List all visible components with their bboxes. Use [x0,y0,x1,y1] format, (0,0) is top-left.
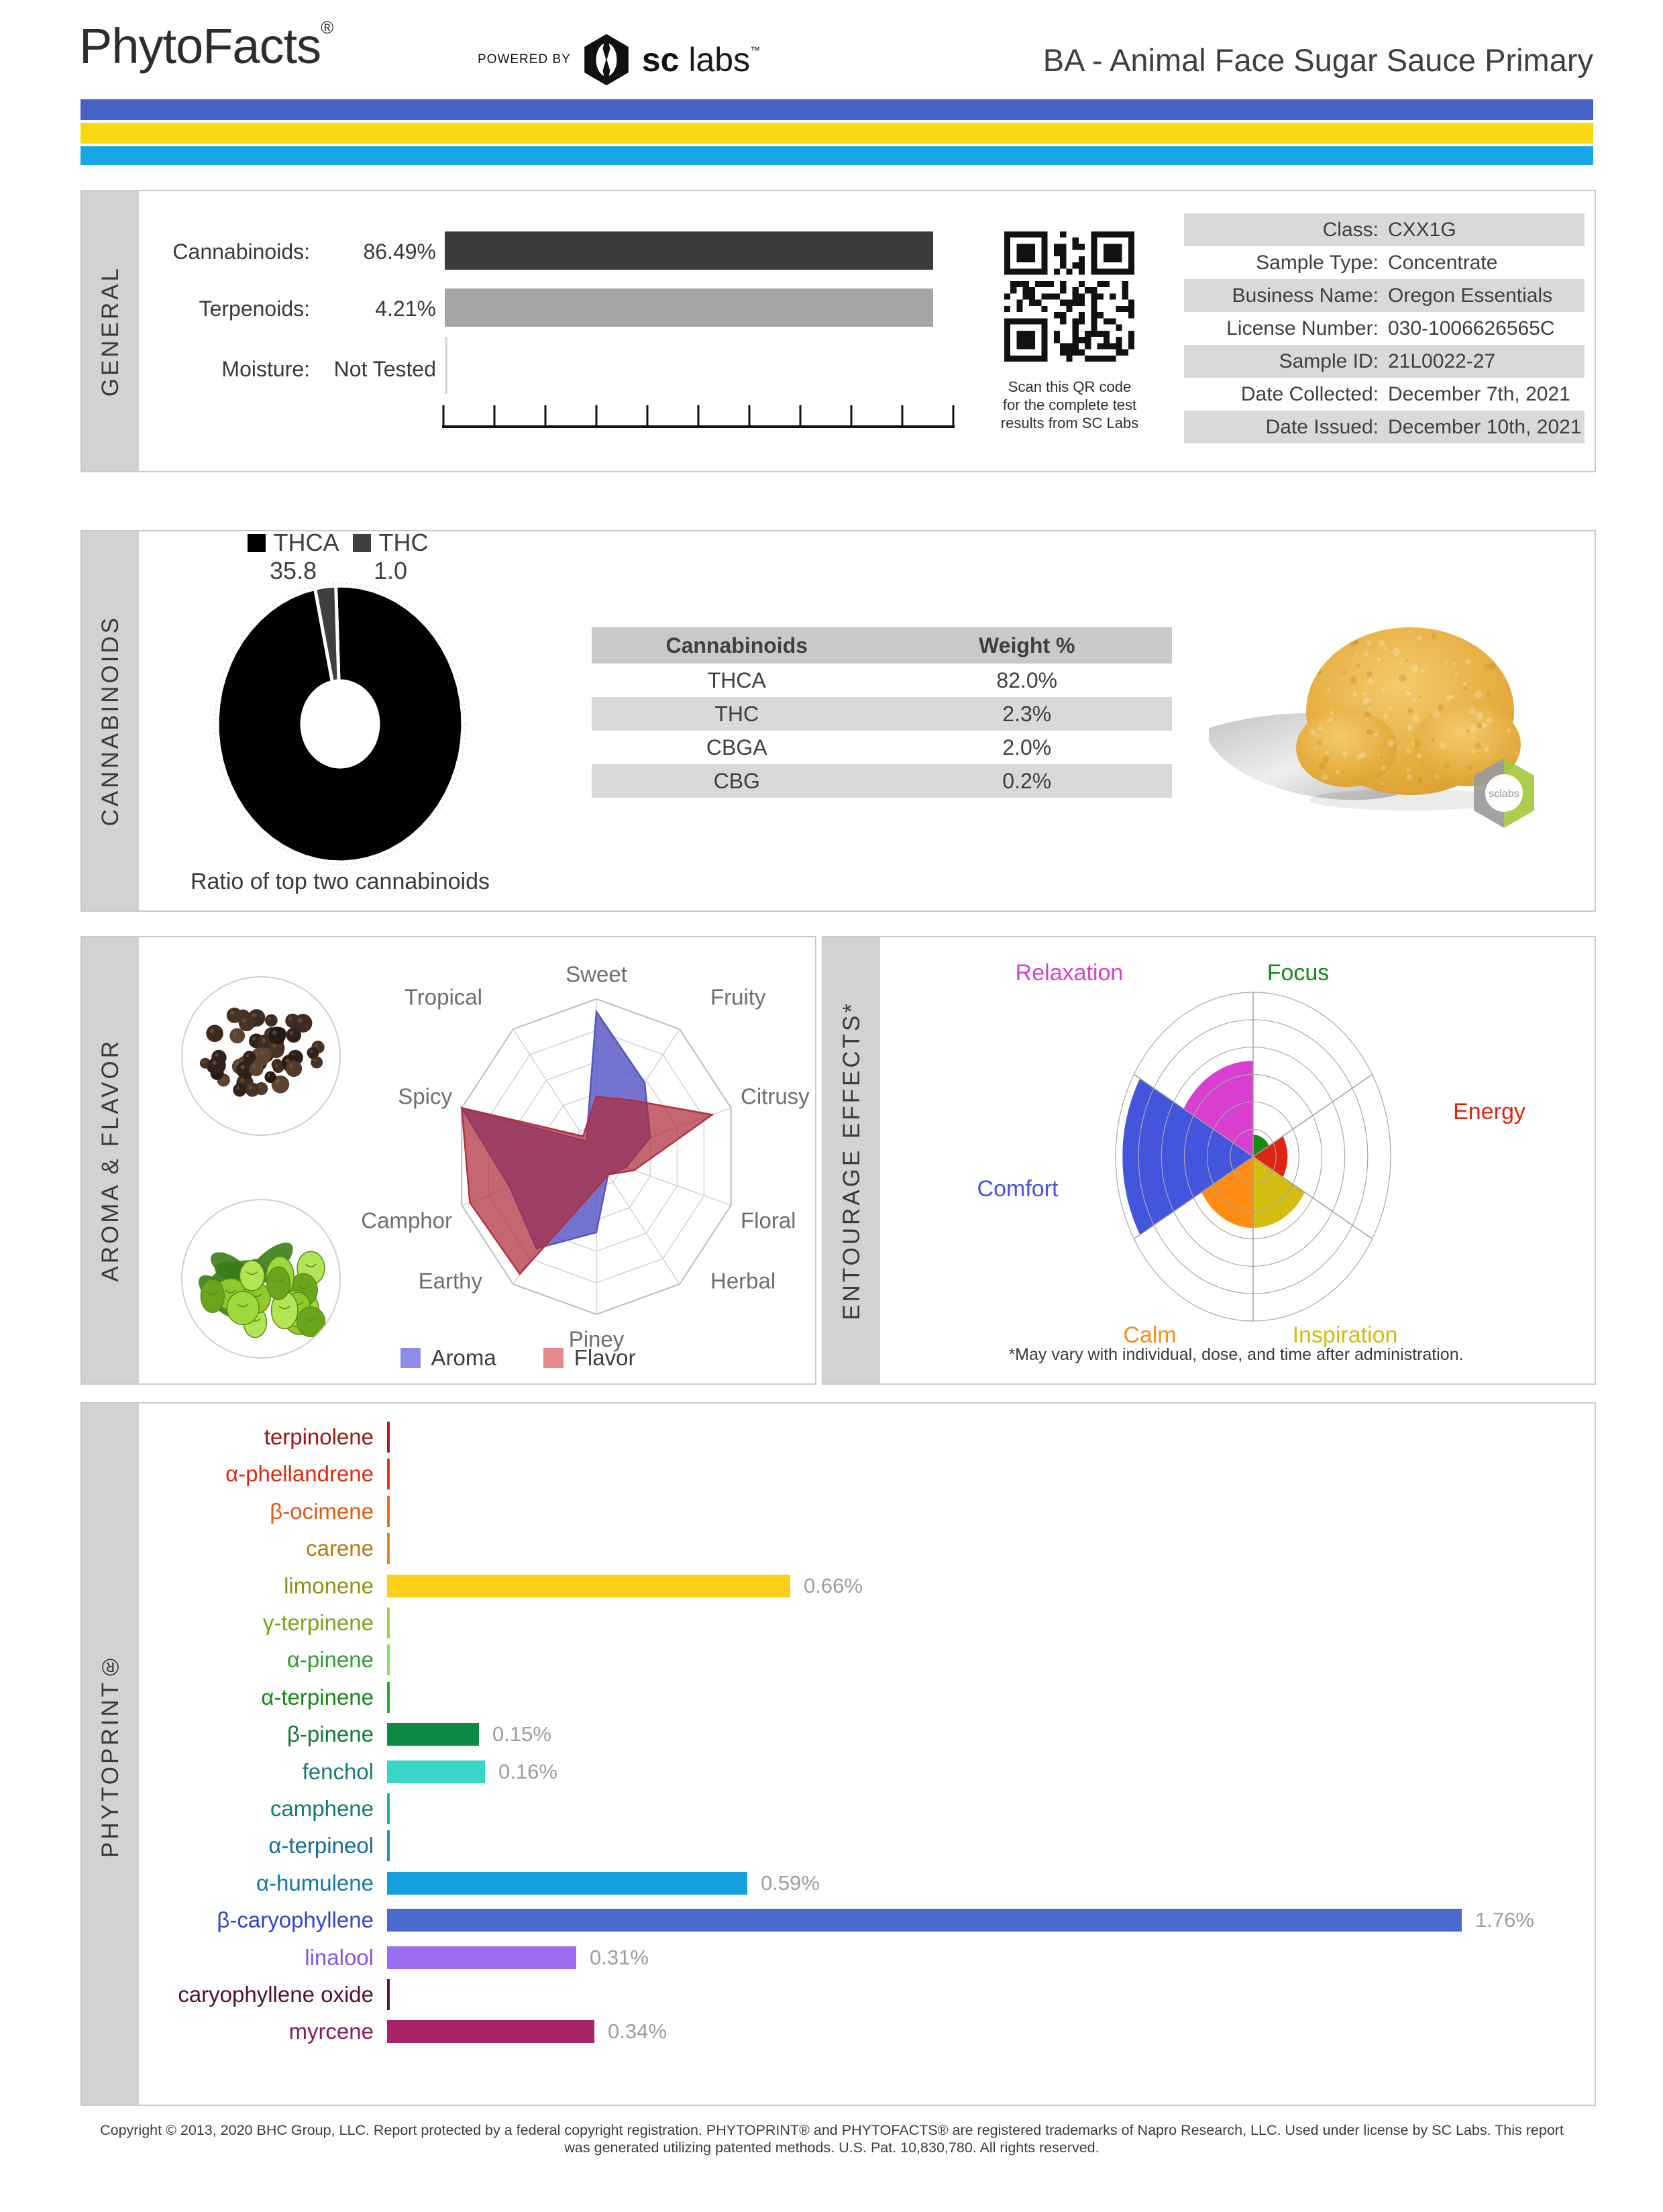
terpene-row [82,1530,1595,1567]
terpene-name: α-terpineol [268,1833,374,1858]
entourage-label-comfort: Comfort [977,1176,1059,1202]
terpene-value: 0.66% [804,1573,863,1597]
terpene-zero-tick [387,1830,390,1861]
terpene-name: fenchol [302,1758,374,1784]
flavor-swatch [543,1348,564,1368]
terpene-name: carene [306,1536,374,1561]
thca-swatch [248,534,266,552]
terpene-row [82,2013,1595,2050]
sclabs-sc: sc [641,41,680,78]
sclabs-labs: labs [688,41,751,78]
terpene-zero-tick [387,1979,390,2010]
terpene-name: α-pinene [286,1647,374,1673]
terpene-row [82,1641,1595,1678]
entourage-label-calm: Calm [1123,1322,1177,1348]
info-row [1184,312,1585,345]
donut-caption: Ratio of top two cannabinoids [190,869,490,894]
entourage-label-inspiration: Inspiration [1292,1322,1398,1348]
terpene-row [82,1901,1595,1938]
sclabs-logotype [642,40,760,79]
entourage-footnote: *May vary with individual, dose, and time after administration. [1008,1345,1464,1364]
aroma-legend-label: Aroma [431,1345,496,1370]
terpene-name: β-caryophyllene [217,1907,374,1933]
header-stripe-yellow [81,123,1593,144]
aroma-flavor-sidebar [82,937,139,1383]
terpene-name: β-ocimene [270,1498,374,1524]
flavor-legend-item [543,1345,636,1371]
cannabinoid-weight: 82.0% [996,668,1058,692]
moisture-zero-tick [445,337,447,394]
terpene-bar [387,1723,479,1746]
terpene-value: 0.16% [498,1759,557,1783]
terpene-bar [387,1909,1462,1932]
brand-text: PhytoFacts [79,18,321,74]
terpene-row [82,1455,1595,1492]
copyright-footer [40,2121,1623,2156]
terpene-value: 0.34% [608,2019,667,2044]
svg-text:sclabs: sclabs [1489,788,1519,800]
radar-legend [317,1345,719,1371]
cannabinoid-row [592,697,1172,731]
cannabinoid-row [592,731,1172,764]
thc-legend-value: 1.0 [373,557,408,584]
info-row [1184,378,1585,411]
donut-legend-thc [350,529,431,585]
info-row-label: Sample ID: [1279,350,1379,372]
thc-legend-label: THC [378,529,429,556]
cannabinoid-weight: 0.2% [1002,768,1052,793]
flavor-legend-label: Flavor [574,1345,636,1370]
terpene-bar [387,1760,485,1783]
cannabinoids-sidebar-label: CANNABINOIDS [97,615,123,827]
terpene-name: limonene [284,1573,374,1598]
radar-axis-label: Tropical [404,984,482,1010]
info-row [1184,345,1585,378]
thca-legend-label: THCA [273,529,339,556]
cannabinoids-stat-label: Cannabinoids: [172,240,310,264]
terpene-zero-tick [387,1422,390,1453]
terpene-value: 1.76% [1475,1908,1534,1932]
info-row-label: Business Name: [1232,284,1379,307]
section-aroma-flavor [81,936,816,1385]
terpene-row [82,1864,1595,1901]
entourage-label-relaxation: Relaxation [1015,960,1124,986]
terpene-value: 0.59% [761,1871,820,1895]
scale-ruler [442,404,955,429]
concentrate-photo [1209,590,1551,832]
terpene-row [82,1604,1595,1641]
cannabinoid-name: THC [714,701,759,726]
qr-caption-line: for the complete test [1002,397,1137,413]
entourage-sidebar [823,937,880,1383]
terpene-bar [387,2020,594,2043]
terpene-zero-tick [387,1496,390,1527]
info-row [1184,246,1585,279]
section-general [81,190,1596,472]
terpene-value: 0.15% [492,1722,551,1746]
info-row [1184,213,1585,246]
qr-code [1004,231,1134,362]
powered-by-label: POWERED BY [478,52,571,66]
terpene-value: 0.31% [590,1945,649,1969]
terpene-bar-chart [82,1404,1595,2105]
terpene-row [82,1493,1595,1530]
radar-axis-label: Piney [568,1326,625,1352]
entourage-label-energy: Energy [1453,1099,1525,1124]
radar-axis-label: Fruity [710,984,766,1010]
sclabs-hexagon-icon [582,32,631,87]
footer-line-1: Copyright © 2013, 2020 BHC Group, LLC. Report protected by a federal copyright registration. PHYTOPRINT® and PHYTOFACTS® are registered trademarks of Napro Research, LLC. Used under license by SC Labs. This report [100,2122,1564,2138]
radar-axis-label: Floral [741,1208,796,1233]
terpene-zero-tick [387,1682,390,1713]
section-entourage-effects [822,936,1596,1385]
terpene-name: α-phellandrene [225,1461,374,1487]
thc-swatch [353,534,371,552]
terpene-name: terpinolene [264,1424,374,1449]
info-row-label: Sample Type: [1256,251,1379,274]
terpene-row [82,1716,1595,1752]
footer-line-2: was generated utilizing patented methods. U.S. Pat. 10,830,780. All rights reserved. [564,2140,1099,2156]
cannabinoids-stat-value: 86.49% [363,240,436,264]
terpene-name: camphene [270,1796,374,1821]
terpene-zero-tick [387,1459,390,1489]
cannabinoid-name: CBGA [706,735,767,759]
section-cannabinoids [81,530,1596,912]
aroma-swatch [400,1348,421,1368]
radar-axis-label: Earthy [418,1268,482,1294]
entourage-sidebar-label: ENTOURAGE EFFECTS* [838,1000,865,1320]
terpene-bar [387,1872,747,1895]
terpene-row [82,1827,1595,1864]
radar-axis-label: Spicy [398,1084,452,1109]
info-row-label: Date Issued: [1265,415,1379,438]
cannabinoids-sidebar [82,531,139,910]
terpenoids-stat-value: 4.21% [375,297,436,321]
terpene-name: γ-terpinene [262,1610,374,1635]
phytofacts-logo [79,17,333,74]
terpene-name: myrcene [288,2019,374,2044]
terpene-row [82,1790,1595,1827]
cannabinoid-name: CBG [713,768,760,793]
qr-caption-line: Scan this QR code [1008,378,1132,395]
radar-axis-label: Herbal [710,1268,776,1294]
report-title: BA - Animal Face Sugar Sauce Primary [1042,42,1593,78]
info-row-value: Concentrate [1388,251,1498,274]
entourage-label-focus: Focus [1267,960,1330,986]
general-sidebar-label: GENERAL [97,265,123,397]
cannabinoid-name: THCA [707,668,766,692]
aroma-flavor-radar-chart [139,957,813,1352]
aroma-flavor-sidebar-label: AROMA & FLAVOR [97,1039,123,1282]
info-row-value: December 10th, 2021 [1388,415,1582,438]
terpene-row [82,1753,1595,1790]
cannabinoid-weight: 2.3% [1002,701,1052,726]
terpene-row [82,1418,1595,1455]
terpene-bar [387,1946,576,1969]
cannabinoids-table [592,627,1172,798]
terpene-name: α-terpinene [261,1684,374,1709]
info-row-label: License Number: [1226,317,1379,339]
moisture-stat-value: Not Tested [333,357,436,381]
terpene-row [82,1567,1595,1604]
info-row-value: December 7th, 2021 [1388,382,1570,405]
col-header-cannabinoids: Cannabinoids [665,633,808,657]
col-header-weight: Weight % [979,633,1075,657]
header-stripe-cyan [81,146,1593,165]
terpene-row [82,1939,1595,1976]
terpene-bar [387,1575,790,1597]
terpenoids-bar [445,288,933,327]
terpenoids-stat-label: Terpenoids: [199,297,310,321]
terpene-zero-tick [387,1644,390,1675]
sample-info-table [1184,213,1585,443]
phytoprint-sidebar-label: PHYTOPRINT® [97,1650,123,1858]
info-row [1184,279,1585,312]
section-phytoprint [81,1402,1596,2106]
terpene-row [82,1679,1595,1716]
terpene-name: α-humulene [256,1870,374,1895]
header-stripe-blue [81,99,1593,120]
radar-axis-label: Citrusy [741,1084,810,1109]
info-row-label: Class: [1322,218,1379,241]
terpene-name: caryophyllene oxide [178,1982,374,2007]
thca-legend-value: 35.8 [269,557,317,584]
powered-by-block [478,32,760,87]
info-row-value: 030-1006626565C [1388,317,1555,339]
donut-legend-thca [246,529,340,585]
cannabinoid-ratio-donut-chart [182,582,498,867]
cannabinoids-bar [445,231,933,270]
terpene-name: linalool [305,1944,374,1970]
info-row-value: Oregon Essentials [1388,284,1553,307]
cannabinoid-row [592,664,1172,697]
info-row-value: CXX1G [1388,218,1456,241]
aroma-legend-item [400,1345,496,1371]
radar-axis-label: Camphor [361,1208,452,1233]
entourage-effects-polar-chart [880,951,1591,1348]
info-row [1184,411,1585,443]
cannabinoids-table-header [592,627,1172,664]
qr-caption-line: results from SC Labs [1000,415,1139,431]
info-row-label: Date Collected: [1240,382,1379,405]
moisture-stat-label: Moisture: [221,357,310,381]
cannabinoid-weight: 2.0% [1002,735,1052,759]
qr-caption [941,378,1199,432]
terpene-zero-tick [387,1608,390,1638]
sclabs-tm: ™ [750,45,761,56]
terpene-row [82,1976,1595,2013]
terpene-name: β-pinene [286,1722,374,1747]
radar-axis-label: Sweet [566,961,627,987]
general-sidebar [82,191,139,471]
brand-registered-mark: ® [321,17,333,38]
info-row-value: 21L0022-27 [1388,350,1496,372]
terpene-zero-tick [387,1533,390,1564]
cannabinoid-row [592,764,1172,798]
terpene-zero-tick [387,1793,390,1824]
